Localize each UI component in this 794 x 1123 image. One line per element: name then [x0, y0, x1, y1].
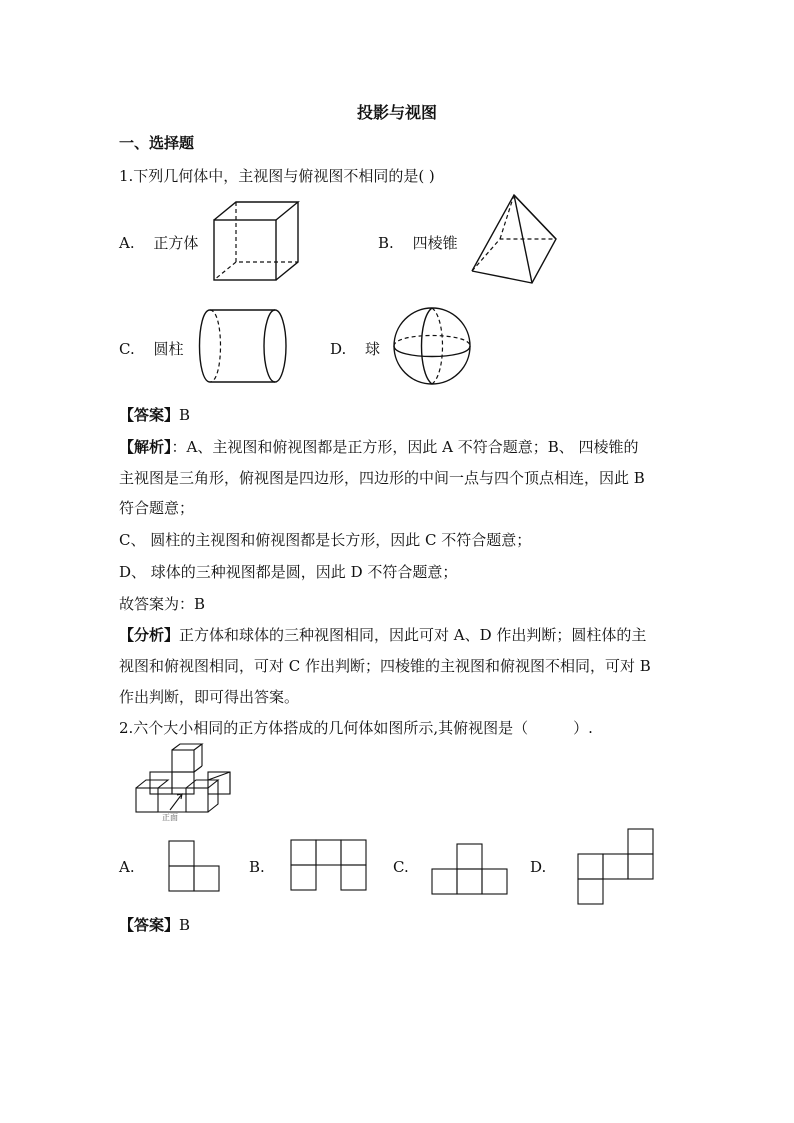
- fenxi-text: 正方体和球体的三种视图相同，因此可对 A、D 作出判断；圆柱体的主: [179, 626, 647, 644]
- answer-tag: 【答案】: [119, 406, 180, 424]
- option-text: 正方体: [153, 234, 199, 252]
- option-text: 四棱锥: [412, 234, 458, 252]
- answer-value: B: [179, 916, 191, 934]
- answer-tag: 【答案】: [119, 916, 180, 934]
- analysis-tag: 【解析】: [119, 438, 172, 456]
- q1-analysis-line-5: D、 球体的三种视图都是圆，因此 D 不符合题意；: [119, 563, 458, 581]
- q2-stem: 2.六个大小相同的正方体搭成的几何体如图所示,其俯视图是（ ）.: [119, 719, 593, 737]
- q2-option-d-letter: D.: [530, 858, 547, 876]
- q2-answer: [119, 914, 190, 935]
- q2-option-a-letter: A.: [119, 858, 135, 876]
- q1-answer: [119, 404, 190, 425]
- q2-option-a-figure: [168, 840, 222, 894]
- q2-option-b-letter: B.: [249, 858, 265, 876]
- q1-analysis-line-2: 主视图是三角形，俯视图是四边形，四边形的中间一点与四个顶点相连，因此 B: [119, 469, 645, 487]
- q1-analysis-line-1: [119, 436, 639, 457]
- answer-value: B: [179, 406, 191, 424]
- q2-option-d-figure: [577, 828, 657, 908]
- q1-analysis-line-3: 符合题意；: [119, 499, 195, 517]
- q2-option-c-letter: C.: [393, 858, 409, 876]
- q1-fenxi-line-3: 作出判断，即可得出答案。: [119, 688, 300, 706]
- option-letter: A.: [119, 234, 135, 252]
- q1-option-d: [330, 338, 380, 359]
- fenxi-tag: 【分析】: [119, 626, 180, 644]
- pyramid-figure: [470, 193, 560, 285]
- option-letter: D.: [330, 340, 347, 358]
- q1-analysis-line-4: C、 圆柱的主视图和俯视图都是长方形，因此 C 不符合题意；: [119, 531, 532, 549]
- option-letter: C.: [119, 340, 135, 358]
- q1-analysis-line-6: 故答案为：B: [119, 595, 206, 613]
- q1-option-a: [119, 232, 198, 253]
- option-text: 圆柱: [153, 340, 184, 358]
- q2-option-b-figure: [290, 839, 370, 893]
- cylinder-figure: [198, 308, 293, 386]
- option-text: 球: [365, 340, 381, 358]
- q2-option-c-figure: [431, 843, 511, 897]
- sphere-figure: [392, 306, 474, 388]
- page-title: 投影与视图: [356, 103, 437, 122]
- q1-option-b: [378, 232, 458, 253]
- analysis-text: ：A、主视图和俯视图都是正方形，因此 A 不符合题意；B、 四棱锥的: [171, 438, 639, 456]
- front-label: 正面: [162, 813, 178, 822]
- cube-figure: [212, 200, 302, 282]
- q1-stem: 1.下列几何体中，主视图与俯视图不相同的是( ): [119, 167, 435, 185]
- option-letter: B.: [378, 234, 394, 252]
- section-heading: 一、选择题: [119, 134, 195, 152]
- q1-option-c: [119, 338, 184, 359]
- q1-fenxi-line-2: 视图和俯视图相同，可对 C 作出判断；四棱锥的主视图和俯视图不相同，可对 B: [119, 657, 651, 675]
- q1-fenxi-line-1: [119, 624, 646, 645]
- stacked-cubes-figure: [134, 744, 234, 824]
